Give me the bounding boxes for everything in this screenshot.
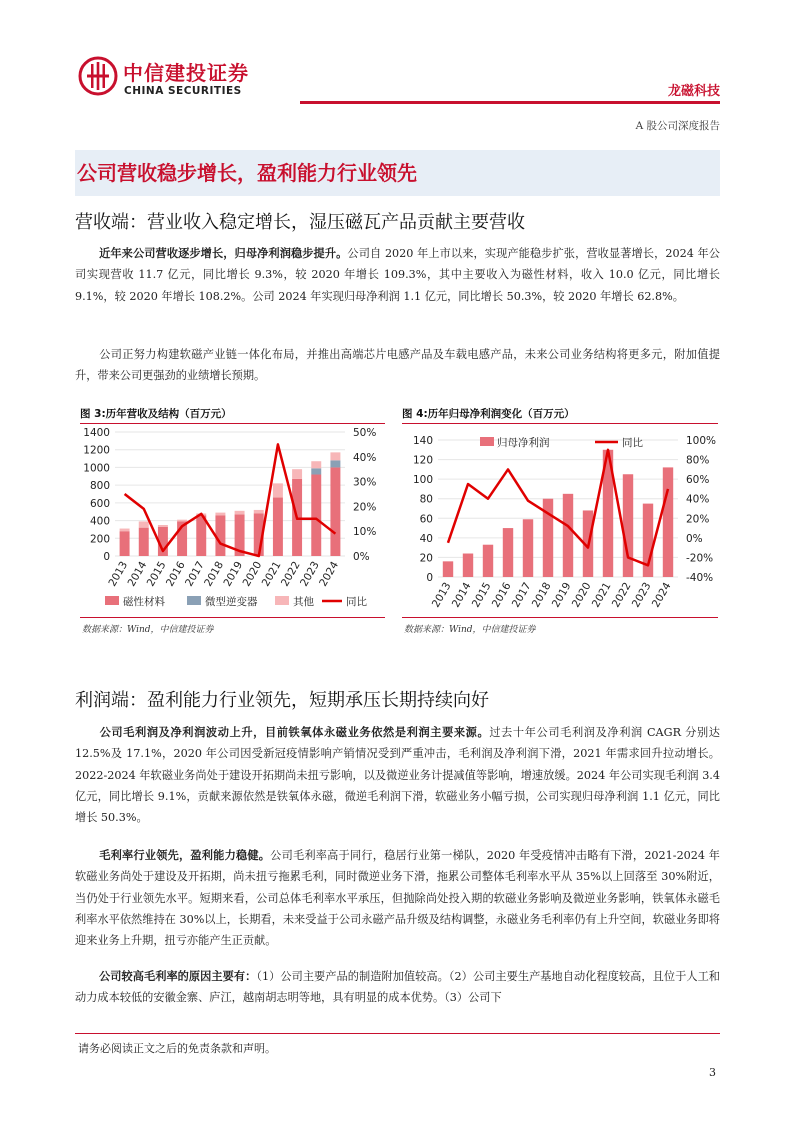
y-right-tick-label: 80% — [686, 454, 710, 467]
bar-磁性材料-2013 — [120, 531, 130, 556]
x-tick-label: 2015 — [144, 559, 169, 589]
y-right-tick-label: 30% — [353, 476, 377, 489]
bar-其他-2022 — [292, 469, 302, 479]
y-right-tick-label: 40% — [686, 493, 710, 506]
bar-归母净利润-2013 — [443, 561, 453, 577]
x-tick-label: 2015 — [469, 580, 494, 610]
legend-label: 其他 — [293, 596, 314, 608]
bar-其他-2021 — [273, 483, 283, 497]
x-tick-label: 2016 — [163, 559, 188, 589]
bar-磁性材料-2023 — [311, 475, 321, 556]
bar-磁性材料-2018 — [215, 515, 225, 556]
legend-swatch-其他 — [275, 596, 289, 605]
figure3-bottom-rule — [80, 617, 385, 618]
bar-其他-2018 — [215, 513, 225, 516]
profit-p3-lead: 公司较高毛利率的原因主要有： — [99, 970, 257, 983]
bar-归母净利润-2014 — [463, 554, 473, 577]
bar-磁性材料-2021 — [273, 498, 283, 556]
y-left-tick-label: 60 — [419, 513, 433, 526]
bar-其他-2024 — [330, 452, 340, 460]
y-left-tick-label: 1400 — [83, 427, 110, 439]
figure4-rule — [402, 423, 718, 424]
legend-label: 归母净利润 — [497, 437, 550, 449]
bar-微型逆变器-2024 — [330, 460, 340, 467]
line-series-同比 — [448, 450, 668, 566]
figure3-rule — [80, 423, 385, 424]
x-tick-label: 2014 — [449, 580, 474, 610]
x-tick-label: 2013 — [429, 580, 454, 610]
x-tick-label: 2022 — [278, 559, 303, 589]
y-right-tick-label: 20% — [686, 513, 710, 526]
revenue-paragraph-1 — [75, 243, 720, 307]
profit-p2-lead: 毛利率行业领先，盈利能力稳健。 — [99, 849, 271, 862]
legend-swatch-磁性材料 — [105, 596, 119, 605]
y-right-tick-label: 10% — [353, 526, 377, 539]
revenue-p2-body: 公司正努力构建软磁产业链一体化布局，并推出高端芯片电感产品及车载电感产品，未来公司业务结构将更多元，附加值提升，带来公司更强劲的业绩增长预期。 — [75, 348, 720, 383]
bar-其他-2020 — [254, 510, 264, 514]
figure4-source: 数据来源：Wind，中信建投证券 — [404, 625, 536, 635]
revenue-p1-body: 公司自 2020 年上市以来，实现产能稳步扩张，营收显著增长，2024 年公司实现营收 11.7 亿元，同比增长 9.3%，较 2020 年增长 109.3%，其中主要收入为磁性材料，收入 10.0 亿元，同比增长 9.1%，较 2020 年增长 108.2%。公司 2024 年实现归母净利润 1.1 亿元，同比增长 50.3%，较 2020 年增长 62.8%。 — [75, 247, 720, 303]
y-left-tick-label: 140 — [412, 435, 433, 447]
revenue-paragraph-2 — [75, 344, 720, 387]
y-right-tick-label: 0% — [686, 532, 703, 545]
x-tick-label: 2023 — [629, 580, 654, 610]
figure3-chart — [75, 425, 395, 615]
y-left-tick-label: 20 — [419, 552, 433, 565]
legend-swatch-微型逆变器 — [187, 596, 201, 605]
y-right-tick-label: 40% — [353, 451, 377, 464]
bar-其他-2014 — [139, 521, 149, 527]
y-left-tick-label: 80 — [419, 493, 433, 506]
footer-rule — [75, 1033, 720, 1034]
x-tick-label: 2018 — [202, 559, 227, 589]
y-right-tick-label: 100% — [686, 435, 717, 447]
section-title: 公司营收稳步增长，盈利能力行业领先 — [75, 150, 720, 196]
y-left-tick-label: 1200 — [83, 444, 110, 457]
profit-p2-body: 公司毛利率高于同行，稳居行业第一梯队，2020 年受疫情冲击略有下滑，2021-2024 年软磁业务尚处于建设及开拓期，尚未扭亏拖累毛利，同时微逆业务下滑，拖累公司整体毛利率水平从 35%以上回落至 30%附近，当仍处于行业领先水平。短期来看，公司总体毛利率水平承压，但抛除尚处投入期的软磁业务影响及微逆业务影响，铁氧体永磁毛利率水平依然维持在 30%以上，长期看，未来受益于公司永磁产品升级及结构调整，永磁业务毛利率仍有上升空间，软磁业务即将迎来业务上升期，扭亏亦能产生正贡献。 — [75, 849, 720, 948]
x-tick-label: 2013 — [106, 559, 131, 589]
figure4-bottom-rule — [402, 617, 718, 618]
legend-label: 微型逆变器 — [205, 596, 258, 608]
bar-其他-2013 — [120, 529, 130, 532]
figure4-title: 图 4:历年归母净利润变化（百万元） — [402, 408, 575, 420]
x-tick-label: 2021 — [259, 559, 284, 589]
bar-归母净利润-2019 — [563, 494, 573, 577]
x-tick-label: 2019 — [549, 580, 574, 610]
legend-label: 磁性材料 — [123, 596, 165, 608]
bar-微型逆变器-2023 — [311, 468, 321, 474]
y-left-tick-label: 100 — [412, 474, 433, 487]
profit-p3-body: （1）公司主要产品的制造附加值较高。（2）公司主要生产基地自动化程度较高，且位于人工和动力成本较低的安徽金寨、庐江，越南胡志明等地，具有明显的成本优势。（3）公司下 — [75, 970, 720, 1005]
revenue-p1-lead: 近年来公司营收逐步增长，归母净利润稳步提升。 — [99, 247, 348, 260]
y-left-tick-label: 40 — [419, 532, 433, 545]
report-type: A 股公司深度报告 — [635, 120, 720, 132]
china-securities-logo-icon — [78, 56, 118, 96]
x-tick-label: 2020 — [240, 559, 265, 589]
y-right-tick-label: 20% — [353, 501, 377, 514]
x-tick-label: 2018 — [529, 580, 554, 610]
x-tick-label: 2014 — [125, 559, 150, 589]
bar-归母净利润-2015 — [483, 545, 493, 577]
logo-en: CHINA SECURITIES — [124, 85, 242, 97]
bar-其他-2019 — [235, 511, 245, 515]
profit-heading: 利润端：盈利能力行业领先，短期承压长期持续向好 — [75, 690, 489, 711]
y-right-tick-label: 0% — [353, 551, 370, 563]
profit-paragraph-2 — [75, 845, 720, 951]
profit-paragraph-1 — [75, 722, 720, 828]
profit-paragraph-3 — [75, 966, 720, 1009]
bar-归母净利润-2024 — [663, 467, 673, 577]
y-left-tick-label: 0 — [426, 572, 433, 584]
page-number: 3 — [709, 1066, 716, 1079]
company-name: 龙磁科技 — [667, 84, 720, 99]
figure3-title: 图 3:历年营收及结构（百万元） — [80, 408, 232, 420]
profit-p1-lead: 公司毛利润及净利润波动上升，目前铁氧体永磁业务依然是利润主要来源。 — [99, 726, 490, 739]
bar-磁性材料-2014 — [139, 528, 149, 556]
y-right-tick-label: -40% — [686, 572, 714, 584]
line-series-同比 — [125, 444, 336, 556]
y-right-tick-label: -20% — [686, 552, 714, 565]
bar-归母净利润-2017 — [523, 519, 533, 577]
y-right-tick-label: 60% — [686, 474, 710, 487]
revenue-heading: 营收端：营业收入稳定增长，湿压磁瓦产品贡献主要营收 — [75, 212, 525, 233]
disclaimer: 请务必阅读正文之后的免责条款和声明。 — [78, 1042, 276, 1055]
x-tick-label: 2020 — [569, 580, 594, 610]
y-left-tick-label: 120 — [412, 454, 433, 467]
y-left-tick-label: 200 — [89, 533, 110, 546]
figure3-source: 数据来源：Wind，中信建投证券 — [82, 625, 214, 635]
x-tick-label: 2022 — [609, 580, 634, 610]
legend-label: 同比 — [346, 596, 367, 608]
legend-label: 同比 — [622, 437, 643, 449]
x-tick-label: 2024 — [649, 580, 674, 610]
bar-归母净利润-2022 — [623, 474, 633, 577]
bar-其他-2016 — [177, 520, 187, 522]
legend-swatch-归母净利润 — [480, 437, 494, 446]
y-left-tick-label: 600 — [89, 497, 110, 510]
y-left-tick-label: 800 — [89, 480, 110, 493]
profit-p1-body: 过去十年公司毛利润及净利润 CAGR 分别达 12.5%及 17.1%，2020 年公司因受新冠疫情影响产销情况受到严重冲击，毛利润及净利润下滑，2021 年需求回升拉动增长。2022-2024 年软磁业务尚处于建设开拓期尚未扭亏影响，以及微逆业务计提减值等影响，增速放缓。2024 年公司实现毛利润 3.4 亿元，同比增长 9.1%，贡献来源依然是铁氧体永磁，微逆毛利润下滑，软磁业务小幅亏损，公司实现归母净利润 1.1 亿元，同比增长 50.3%。 — [75, 726, 720, 825]
bar-归母净利润-2016 — [503, 528, 513, 577]
y-left-tick-label: 400 — [89, 515, 110, 528]
x-tick-label: 2024 — [317, 559, 342, 589]
logo-cn: 中信建投证券 — [123, 61, 249, 85]
x-tick-label: 2021 — [589, 580, 614, 610]
y-left-tick-label: 1000 — [83, 462, 110, 475]
bar-其他-2015 — [158, 525, 168, 527]
bar-磁性材料-2024 — [330, 467, 340, 556]
x-tick-label: 2016 — [489, 580, 514, 610]
y-right-tick-label: 50% — [353, 427, 377, 439]
figure4-chart — [400, 425, 720, 615]
x-tick-label: 2017 — [183, 559, 207, 589]
header-rule — [300, 101, 720, 104]
x-tick-label: 2017 — [509, 580, 534, 610]
bar-其他-2023 — [311, 461, 321, 468]
x-tick-label: 2023 — [298, 559, 322, 589]
x-tick-label: 2019 — [221, 559, 246, 589]
y-left-tick-label: 0 — [103, 551, 110, 563]
